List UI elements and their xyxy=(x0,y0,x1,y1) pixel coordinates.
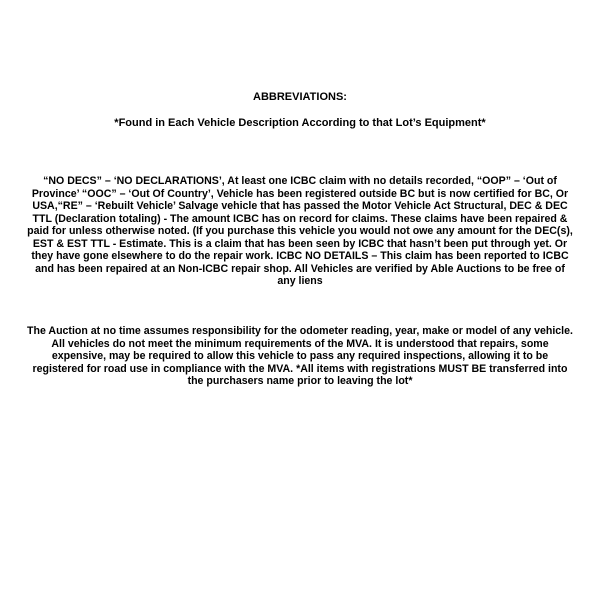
disclaimer-paragraph: The Auction at no time assumes responsibility for the odometer reading, year, make or model of any vehicle. All vehicles do not meet the minimum requirements of the MVA. It is understood that repairs, some expensive, may be required to allow this vehicle to pass any required inspections, allowing it to be registered for road use in compliance with the MVA. *All items with registrations MUST BE transferred into the purchasers name prior to leaving the lot* xyxy=(27,325,573,387)
abbreviations-paragraph: “NO DECS” – ‘NO DECLARATIONS’, At least one ICBC claim with no details recorded, “OOP” – ‘Out of Province’ “OOC” – ‘Out Of Country’, Vehicle has been registered outside BC but is now certified for BC, Or USA,“RE” – ‘Rebuilt Vehicle’ Salvage vehicle that has passed the Motor Vehicle Act Structural, DEC & DEC TTL (Declaration totaling) - The amount ICBC has on record for claims. These claims have been repaired & paid for unless otherwise noted. (If you purchase this vehicle you would not owe any amount for the DEC(s), EST & EST TTL - Estimate. This is a claim that has been seen by ICBC that hasn’t been put through yet. Or they have gone elsewhere to do the repair work. ICBC NO DETAILS – This claim has been reported to ICBC and has been repaired at an Non-ICBC repair shop. All Vehicles are verified by Able Auctions to be free of any liens xyxy=(27,175,573,287)
document-subtitle: *Found in Each Vehicle Description According to that Lot’s Equipment* xyxy=(114,117,486,129)
document-title: ABBREVIATIONS: xyxy=(253,91,347,103)
